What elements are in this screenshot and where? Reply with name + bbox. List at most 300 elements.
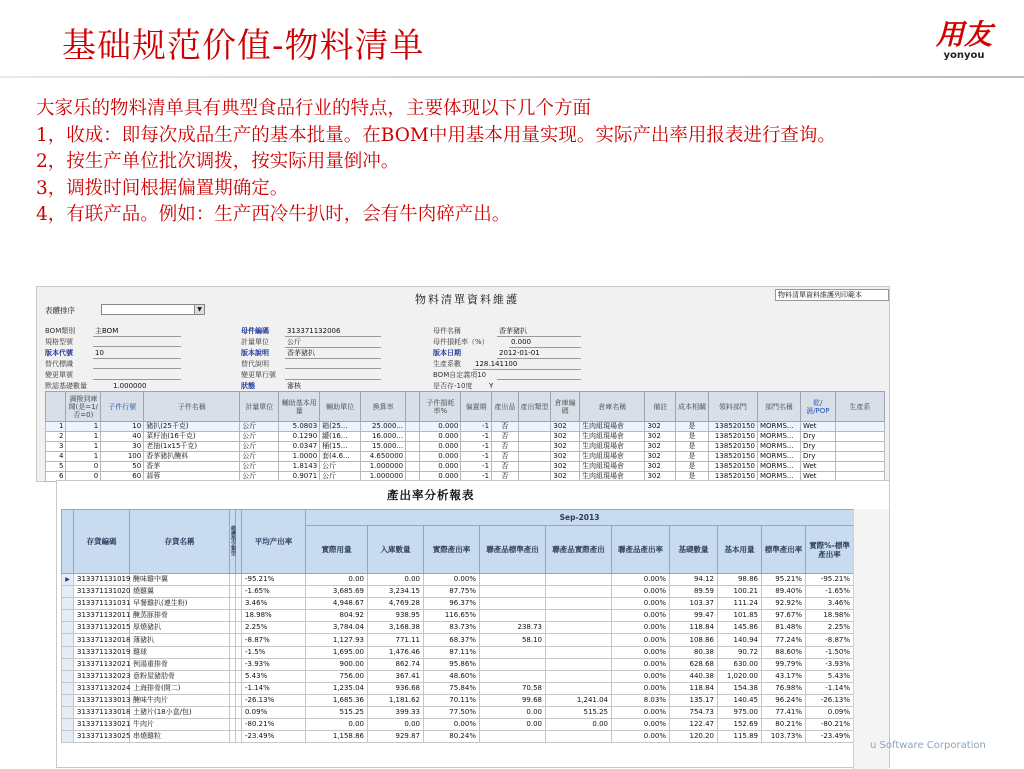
col-header[interactable]: 實際產出率 [424,526,480,574]
table-row[interactable] [62,586,854,598]
table-cell[interactable]: 蒜蓉 [144,472,240,482]
table-cell[interactable] [518,422,551,432]
table-cell[interactable]: 5.43% [242,670,306,682]
table-cell[interactable]: 2 [46,432,66,442]
table-cell[interactable]: 4,948.67 [306,598,368,610]
table-cell[interactable]: 80.38 [670,646,718,658]
table-cell[interactable]: 100.21 [718,586,762,598]
table-cell[interactable]: MORMS... [758,462,801,472]
row-indicator[interactable] [62,622,74,634]
table-cell[interactable]: 是 [676,422,709,432]
col-header[interactable]: 產出類型 [518,392,551,422]
table-cell[interactable]: 0.00% [612,610,670,622]
table-cell[interactable]: Wet [800,422,835,432]
table-cell[interactable]: 1.0000 [279,452,320,462]
table-row[interactable] [62,622,854,634]
table-cell[interactable]: 96.24% [762,694,806,706]
table-cell[interactable] [835,462,884,472]
table-cell[interactable]: 96.37% [424,598,480,610]
table-cell[interactable]: 0.000 [420,442,461,452]
table-cell[interactable] [406,422,420,432]
table-cell[interactable]: 上海排骨(開二) [130,682,230,694]
table-cell[interactable]: 0.000 [420,422,461,432]
table-cell[interactable]: -1 [461,442,492,452]
table-cell[interactable]: -1.65% [242,586,306,598]
table-cell[interactable] [546,598,612,610]
table-cell[interactable]: Dry [800,452,835,462]
col-header[interactable]: 聯產品標準產出 [480,526,546,574]
table-row[interactable] [62,610,854,622]
table-cell[interactable]: 生肉組現場倉 [580,462,645,472]
table-cell[interactable]: 0.00% [612,622,670,634]
table-cell[interactable] [406,452,420,462]
table-cell[interactable]: 老抽(1x15千克) [144,442,240,452]
table-cell[interactable]: 89.59 [670,586,718,598]
table-cell[interactable]: 0 [66,472,101,482]
table-cell[interactable]: 313371132021 [74,658,130,670]
table-cell[interactable]: -26.13% [242,694,306,706]
table-cell[interactable]: Dry [800,432,835,442]
table-cell[interactable]: 0.00% [612,682,670,694]
table-row[interactable] [62,646,854,658]
table-cell[interactable]: 菜籽油(16千克) [144,432,240,442]
table-cell[interactable]: 0.000 [420,462,461,472]
table-cell[interactable]: 0.000 [420,472,461,482]
vertical-scrollbar[interactable] [853,509,889,769]
table-cell[interactable]: 0.00 [546,719,612,731]
col-header[interactable]: 偏置期 [461,392,492,422]
table-cell[interactable]: 302 [645,472,676,482]
table-cell[interactable]: 40 [101,432,144,442]
row-indicator[interactable] [62,610,74,622]
table-cell[interactable] [480,574,546,586]
table-cell[interactable]: 440.38 [670,670,718,682]
table-cell[interactable]: 50 [101,462,144,472]
table-cell[interactable]: 938.95 [368,610,424,622]
row-indicator[interactable] [62,634,74,646]
table-cell[interactable]: MORMS... [758,472,801,482]
table-cell[interactable]: -3.93% [242,658,306,670]
table-cell[interactable]: 1 [46,422,66,432]
col-header[interactable] [46,392,66,422]
table-row[interactable] [46,432,885,442]
col-header[interactable]: 計量單位 [240,392,279,422]
table-cell[interactable]: 138520150 [708,422,757,432]
table-cell[interactable]: 0.00 [368,574,424,586]
table-cell[interactable]: 58.10 [480,634,546,646]
table-cell[interactable]: 3,168.38 [368,622,424,634]
table-cell[interactable]: 313371131031 [74,598,130,610]
col-header[interactable]: 乾/濕/POP [800,392,835,422]
table-cell[interactable]: 140.45 [718,694,762,706]
table-cell[interactable]: 0.00 [306,719,368,731]
table-cell[interactable]: Dry [800,442,835,452]
col-header[interactable]: 倉庫名稱 [580,392,645,422]
table-cell[interactable]: 302 [551,462,580,472]
table-cell[interactable]: -1.14% [806,682,854,694]
table-cell[interactable]: 804.92 [306,610,368,622]
table-cell[interactable]: 0.00% [612,646,670,658]
table-cell[interactable]: 是 [676,452,709,462]
table-cell[interactable]: 103.37 [670,598,718,610]
table-cell[interactable]: 罐(16... [320,432,361,442]
table-cell[interactable]: 30 [101,442,144,452]
table-cell[interactable]: 16.000... [361,432,406,442]
table-row[interactable] [62,731,854,743]
table-cell[interactable]: 0.09% [242,707,306,719]
table-cell[interactable]: 否 [492,432,519,442]
table-cell[interactable]: MORMS... [758,442,801,452]
table-cell[interactable]: 0.00% [612,719,670,731]
table-cell[interactable]: -1 [461,462,492,472]
table-cell[interactable]: -26.13% [806,694,854,706]
table-cell[interactable]: 土豬片(18小盒/包) [130,707,230,719]
table-cell[interactable]: 630.00 [718,658,762,670]
table-cell[interactable]: 116.65% [424,610,480,622]
col-header[interactable]: 實際%-標準產出率 [806,526,854,574]
table-row[interactable] [62,694,854,706]
table-cell[interactable]: 135.17 [670,694,718,706]
table-cell[interactable]: 生肉組現場倉 [580,442,645,452]
table-cell[interactable]: 是 [676,432,709,442]
table-cell[interactable]: 5.43% [806,670,854,682]
table-cell[interactable]: 313371133021 [74,719,130,731]
table-cell[interactable] [546,646,612,658]
table-cell[interactable]: 6 [46,472,66,482]
col-header[interactable]: 聯產品產出率 [612,526,670,574]
table-cell[interactable] [480,658,546,670]
table-cell[interactable]: 1.8143 [279,462,320,472]
table-cell[interactable]: 118.84 [670,622,718,634]
table-cell[interactable]: 313371132015 [74,622,130,634]
table-cell[interactable] [835,442,884,452]
table-cell[interactable]: 313371133025 [74,731,130,743]
table-cell[interactable]: MORMS... [758,422,801,432]
table-cell[interactable]: 108.86 [670,634,718,646]
table-cell[interactable]: 0.0347 [279,442,320,452]
table-cell[interactable]: 3,685.69 [306,586,368,598]
table-cell[interactable]: -8.87% [806,634,854,646]
row-indicator[interactable] [62,682,74,694]
table-cell[interactable]: 90.72 [718,646,762,658]
table-cell[interactable]: 1 [66,432,101,442]
table-cell[interactable]: 140.94 [718,634,762,646]
table-cell[interactable]: 是 [676,462,709,472]
table-cell[interactable] [835,452,884,462]
table-cell[interactable]: -95.21% [806,574,854,586]
row-indicator[interactable] [62,707,74,719]
table-cell[interactable]: 99.47 [670,610,718,622]
table-cell[interactable]: 串燒雞粒 [130,731,230,743]
row-indicator[interactable] [62,646,74,658]
table-cell[interactable]: 313371132023 [74,670,130,682]
col-header[interactable]: 存貨編碼 [74,510,130,574]
table-cell[interactable]: 68.37% [424,634,480,646]
table-cell[interactable]: 1,241.04 [546,694,612,706]
table-cell[interactable]: -1 [461,452,492,462]
table-cell[interactable]: 87.75% [424,586,480,598]
table-cell[interactable] [480,646,546,658]
table-cell[interactable]: 302 [551,472,580,482]
table-cell[interactable]: -1.14% [242,682,306,694]
table-cell[interactable]: -95.21% [242,574,306,586]
table-cell[interactable]: 8.03% [612,694,670,706]
table-cell[interactable]: 88.60% [762,646,806,658]
col-header[interactable]: 實際用量 [306,526,368,574]
table-cell[interactable]: 60 [101,472,144,482]
table-cell[interactable]: 香茅豬扒醃料 [144,452,240,462]
table-cell[interactable]: Wet [800,472,835,482]
table-cell[interactable]: 早餐雞扒(連生粉) [130,598,230,610]
table-cell[interactable]: 1 [66,442,101,452]
table-cell[interactable]: 4 [46,452,66,462]
table-cell[interactable]: 77.24% [762,634,806,646]
table-cell[interactable] [835,432,884,442]
table-cell[interactable]: 4.650000 [361,452,406,462]
table-cell[interactable]: 1,158.86 [306,731,368,743]
table-cell[interactable]: 313371132011 [74,610,130,622]
table-cell[interactable]: 367.41 [368,670,424,682]
table-cell[interactable]: -80.21% [806,719,854,731]
table-cell[interactable]: 1,695.00 [306,646,368,658]
col-header[interactable]: 子件名稱 [144,392,240,422]
table-cell[interactable]: 313371132019 [74,646,130,658]
table-row[interactable] [62,707,854,719]
table-cell[interactable]: 生肉組現場倉 [580,432,645,442]
table-cell[interactable]: 313371131019 [74,574,130,586]
table-cell[interactable]: 302 [645,422,676,432]
table-cell[interactable]: 0.09% [806,707,854,719]
row-indicator[interactable] [62,731,74,743]
table-cell[interactable]: 否 [492,442,519,452]
table-cell[interactable]: 公斤 [320,472,361,482]
table-cell[interactable]: 89.40% [762,586,806,598]
table-cell[interactable]: 975.00 [718,707,762,719]
table-cell[interactable]: 313371133018 [74,707,130,719]
table-cell[interactable]: 302 [645,432,676,442]
table-cell[interactable]: 0.00 [480,719,546,731]
col-header[interactable]: 平均产出率 [242,510,306,574]
table-cell[interactable]: 399.33 [368,707,424,719]
table-cell[interactable]: 否 [492,462,519,472]
table-cell[interactable]: -1 [461,422,492,432]
table-cell[interactable]: 18.98% [806,610,854,622]
table-cell[interactable] [480,610,546,622]
table-cell[interactable]: 醃蒸豚排骨 [130,610,230,622]
table-cell[interactable]: 154.38 [718,682,762,694]
table-cell[interactable]: 5.0803 [279,422,320,432]
table-cell[interactable] [518,462,551,472]
table-cell[interactable]: 238.73 [480,622,546,634]
table-cell[interactable]: 燒雞翼 [130,586,230,598]
table-cell[interactable]: 936.68 [368,682,424,694]
table-cell[interactable]: 97.67% [762,610,806,622]
table-row[interactable] [62,574,854,586]
table-cell[interactable]: 1,685.36 [306,694,368,706]
table-cell[interactable] [480,670,546,682]
table-cell[interactable]: 77.41% [762,707,806,719]
table-cell[interactable]: 桶(15... [320,442,361,452]
col-header[interactable]: 產出品 [492,392,519,422]
table-cell[interactable]: 115.89 [718,731,762,743]
table-cell[interactable]: 92.92% [762,598,806,610]
table-cell[interactable]: 138520150 [708,462,757,472]
sort-select[interactable] [101,304,205,315]
table-cell[interactable]: 900.00 [306,658,368,670]
table-cell[interactable]: -3.93% [806,658,854,670]
table-cell[interactable]: 厚燒豬扒 [130,622,230,634]
table-cell[interactable]: -1.50% [806,646,854,658]
col-header[interactable] [406,392,420,422]
table-cell[interactable]: 3,234.15 [368,586,424,598]
table-cell[interactable]: 15.000... [361,442,406,452]
col-header[interactable]: 維護指令類型 [230,510,236,574]
table-cell[interactable]: 0.00% [612,586,670,598]
row-indicator[interactable] [62,694,74,706]
table-cell[interactable] [480,731,546,743]
table-cell[interactable]: 0.1290 [279,432,320,442]
table-cell[interactable]: 80.24% [424,731,480,743]
table-cell[interactable]: 0.00 [306,574,368,586]
table-cell[interactable]: 120.20 [670,731,718,743]
table-cell[interactable]: 1,181.62 [368,694,424,706]
col-header[interactable]: 換算率 [361,392,406,422]
table-cell[interactable] [518,442,551,452]
table-cell[interactable]: 公斤 [240,452,279,462]
table-cell[interactable]: 公斤 [240,442,279,452]
table-cell[interactable]: 1,020.00 [718,670,762,682]
table-cell[interactable]: 豬扒(25千克) [144,422,240,432]
table-cell[interactable]: 0.00% [612,707,670,719]
table-cell[interactable] [518,452,551,462]
table-cell[interactable]: 515.25 [306,707,368,719]
table-cell[interactable]: 515.25 [546,707,612,719]
col-header[interactable]: 部門名稱 [758,392,801,422]
table-cell[interactable]: 雞球 [130,646,230,658]
table-cell[interactable]: 0.00% [612,658,670,670]
col-header[interactable]: 調撥到庫鬧(是=1/否=0) [66,392,101,422]
table-cell[interactable]: 80.21% [762,719,806,731]
col-header[interactable]: 生產系 [835,392,884,422]
table-cell[interactable] [546,682,612,694]
table-cell[interactable]: 套(4.6... [320,452,361,462]
table-cell[interactable]: 18.98% [242,610,306,622]
table-cell[interactable]: 94.12 [670,574,718,586]
table-cell[interactable] [518,432,551,442]
row-indicator[interactable] [62,658,74,670]
table-cell[interactable]: 81.48% [762,622,806,634]
table-cell[interactable]: 0.00% [612,670,670,682]
table-cell[interactable]: 77.50% [424,707,480,719]
table-row[interactable] [46,442,885,452]
table-cell[interactable]: 生肉組現場倉 [580,422,645,432]
table-cell[interactable]: 302 [645,452,676,462]
table-cell[interactable]: 0.00% [424,574,480,586]
table-cell[interactable]: 0 [66,462,101,472]
table-cell[interactable] [546,658,612,670]
table-row[interactable] [46,452,885,462]
table-row[interactable] [62,658,854,670]
table-cell[interactable]: 3,784.04 [306,622,368,634]
table-cell[interactable]: 138520150 [708,432,757,442]
current-row-icon[interactable]: ▶ [62,574,74,586]
table-cell[interactable]: 87.11% [424,646,480,658]
table-cell[interactable]: 302 [551,422,580,432]
table-cell[interactable]: 95.86% [424,658,480,670]
table-cell[interactable] [480,598,546,610]
table-cell[interactable]: 929.87 [368,731,424,743]
table-cell[interactable]: 3.46% [806,598,854,610]
table-cell[interactable]: 否 [492,422,519,432]
col-header[interactable]: 領料部門 [708,392,757,422]
table-cell[interactable]: 302 [551,452,580,462]
col-header[interactable]: 標準產出率 [762,526,806,574]
table-cell[interactable]: 3.46% [242,598,306,610]
chevron-down-icon[interactable]: ▼ [194,305,204,314]
table-row[interactable] [46,422,885,432]
table-cell[interactable]: 138520150 [708,442,757,452]
table-cell[interactable]: 302 [551,442,580,452]
table-cell[interactable]: 意粉屋豬肋骨 [130,670,230,682]
col-header[interactable]: 備註 [645,392,676,422]
table-cell[interactable]: 1,235.04 [306,682,368,694]
col-header[interactable]: 存貨名稱 [130,510,230,574]
table-cell[interactable]: 138520150 [708,472,757,482]
table-cell[interactable]: 公斤 [240,472,279,482]
table-cell[interactable]: -8.87% [242,634,306,646]
table-cell[interactable] [546,634,612,646]
row-indicator[interactable] [62,586,74,598]
table-cell[interactable]: 99.68 [480,694,546,706]
table-row[interactable] [62,682,854,694]
col-header[interactable]: 子件行號 [101,392,144,422]
table-cell[interactable]: 1,127.93 [306,634,368,646]
col-header[interactable]: 基本用量 [718,526,762,574]
table-cell[interactable]: 101.85 [718,610,762,622]
table-cell[interactable]: -1.65% [806,586,854,598]
table-cell[interactable]: 302 [645,442,676,452]
table-row[interactable] [62,598,854,610]
table-cell[interactable]: 313371131020 [74,586,130,598]
table-cell[interactable]: 103.73% [762,731,806,743]
table-cell[interactable]: -23.49% [806,731,854,743]
table-cell[interactable] [406,462,420,472]
table-cell[interactable]: 43.17% [762,670,806,682]
table-row[interactable] [46,462,885,472]
table-cell[interactable]: 100 [101,452,144,462]
table-cell[interactable] [480,586,546,598]
col-header[interactable]: 成本相關 [676,392,709,422]
table-cell[interactable]: 628.68 [670,658,718,670]
table-row[interactable] [62,634,854,646]
table-cell[interactable]: 0.00% [612,634,670,646]
table-cell[interactable]: 138520150 [708,452,757,462]
table-cell[interactable] [546,622,612,634]
table-cell[interactable]: 95.21% [762,574,806,586]
print-template-select[interactable]: 物料清單資料維護列印範本 [775,289,889,301]
table-cell[interactable]: 302 [551,432,580,442]
table-cell[interactable]: 99.79% [762,658,806,670]
table-cell[interactable]: 4,769.28 [368,598,424,610]
table-cell[interactable]: -23.49% [242,731,306,743]
table-cell[interactable]: 145.86 [718,622,762,634]
table-cell[interactable]: 1,476.46 [368,646,424,658]
table-cell[interactable]: 756.00 [306,670,368,682]
table-cell[interactable]: 152.69 [718,719,762,731]
table-cell[interactable]: 公斤 [240,462,279,472]
table-cell[interactable]: 0.9071 [279,472,320,482]
table-cell[interactable]: MORMS... [758,432,801,442]
